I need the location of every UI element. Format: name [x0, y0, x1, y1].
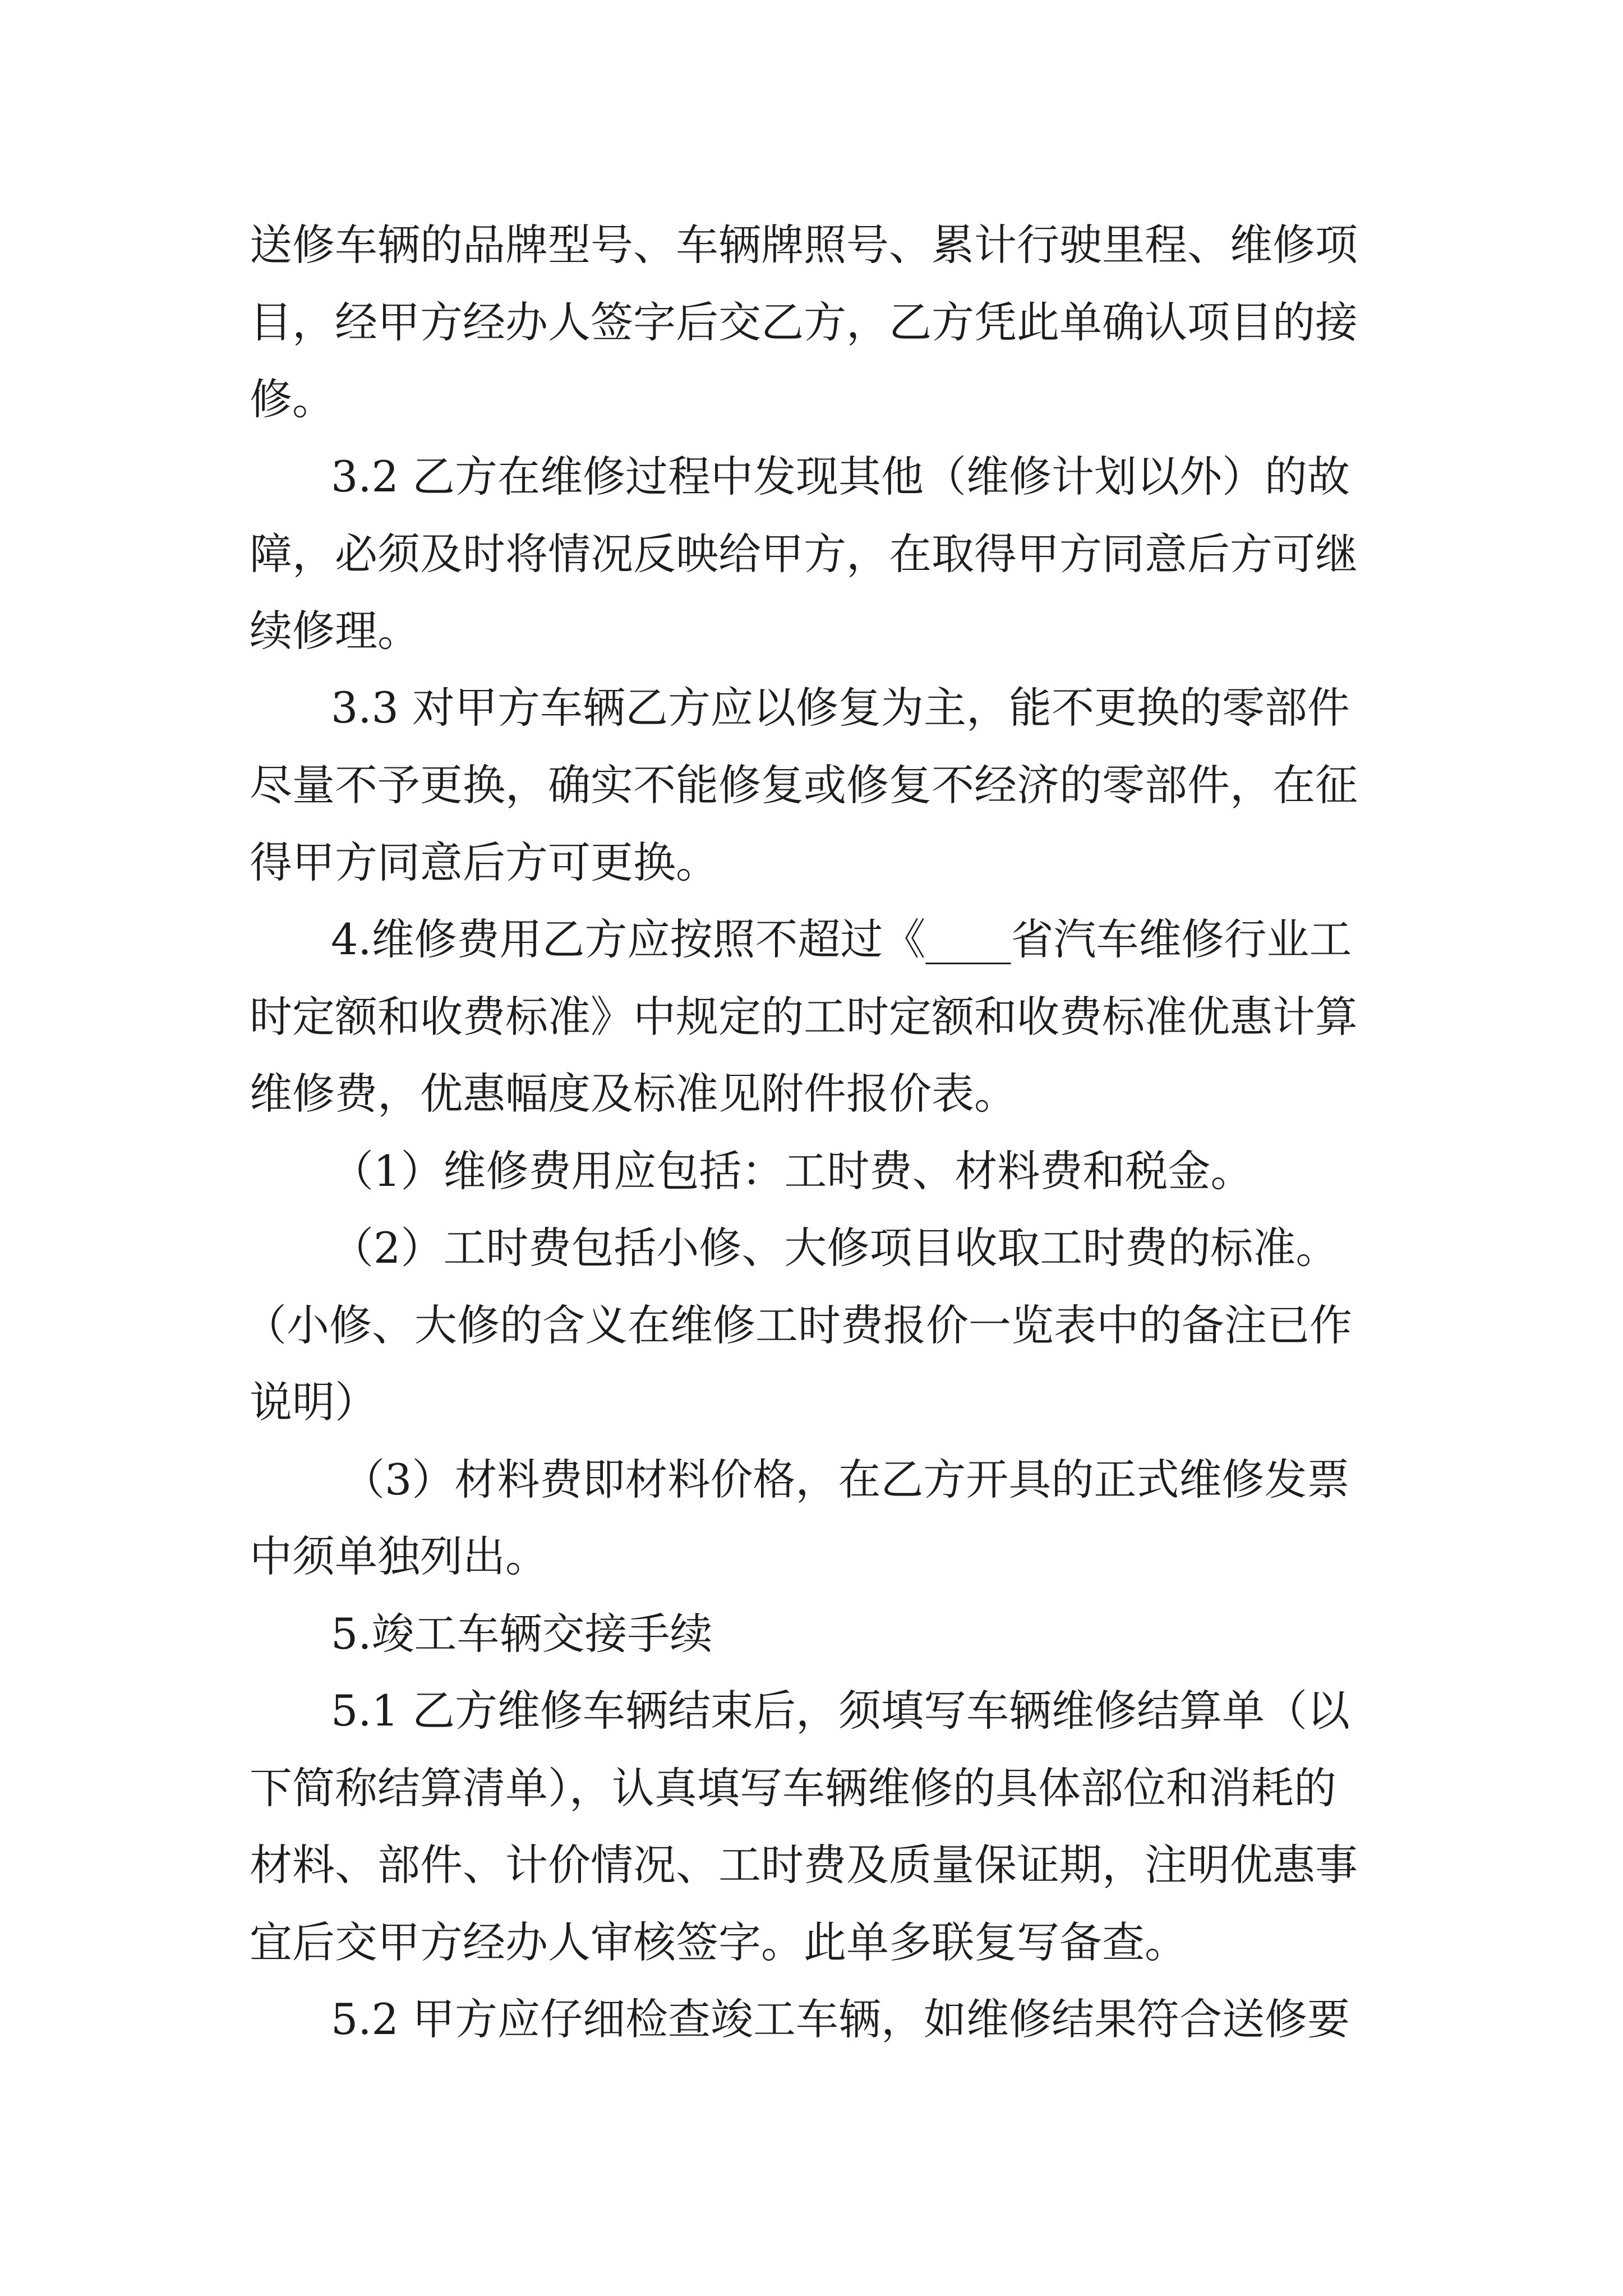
text-line: 中须单独列出。	[250, 1531, 548, 1581]
text-line: （小修、大修的含义在维修工时费报价一览表中的备注已作	[244, 1300, 1352, 1350]
text-line: 修。	[250, 374, 335, 424]
text-line: 障，必须及时将情况反映给甲方，在取得甲方同意后方可继	[250, 529, 1358, 579]
text-line: 5.2 甲方应仔细检查竣工车辆，如维修结果符合送修要	[331, 1994, 1350, 2044]
text-line: 3.2 乙方在维修过程中发现其他（维修计划以外）的故	[331, 452, 1350, 501]
section-heading: 5.竣工车辆交接手续	[331, 1609, 713, 1659]
text-line: 送修车辆的品牌型号、车辆牌照号、累计行驶里程、维修项	[250, 220, 1358, 270]
text-line: 得甲方同意后方可更换。	[250, 838, 718, 887]
text-line: 说明）	[250, 1377, 377, 1427]
text-line: 3.3 对甲方车辆乙方应以修复为主，能不更换的零部件	[331, 683, 1350, 733]
text-line: （2）工时费包括小修、大修项目收取工时费的标准。	[331, 1223, 1339, 1273]
text-line: （1）维修费用应包括：工时费、材料费和税金。	[331, 1146, 1253, 1196]
text-line: 目，经甲方经办人签字后交乙方，乙方凭此单确认项目的接	[250, 297, 1358, 347]
text-line: 时定额和收费标准》中规定的工时定额和收费标准优惠计算	[250, 992, 1358, 1042]
text-line: 4.维修费用乙方应按照不超过《____省汽车维修行业工	[331, 914, 1352, 964]
text-line: （3）材料费即材料价格，在乙方开具的正式维修发票	[342, 1455, 1350, 1504]
text-line: 材料、部件、计价情况、工时费及质量保证期，注明优惠事	[250, 1840, 1358, 1890]
text-line: 5.1 乙方维修车辆结束后，须填写车辆维修结算单（以	[331, 1686, 1350, 1736]
text-line: 尽量不予更换，确实不能修复或修复不经济的零部件，在征	[250, 760, 1358, 810]
text-line: 下简称结算清单），认真填写车辆维修的具体部位和消耗的	[250, 1763, 1336, 1813]
text-line: 维修费，优惠幅度及标准见附件报价表。	[250, 1069, 1017, 1119]
text-line: 续修理。	[250, 606, 420, 656]
text-line: 宜后交甲方经办人审核签字。此单多联复写备查。	[250, 1917, 1187, 1967]
